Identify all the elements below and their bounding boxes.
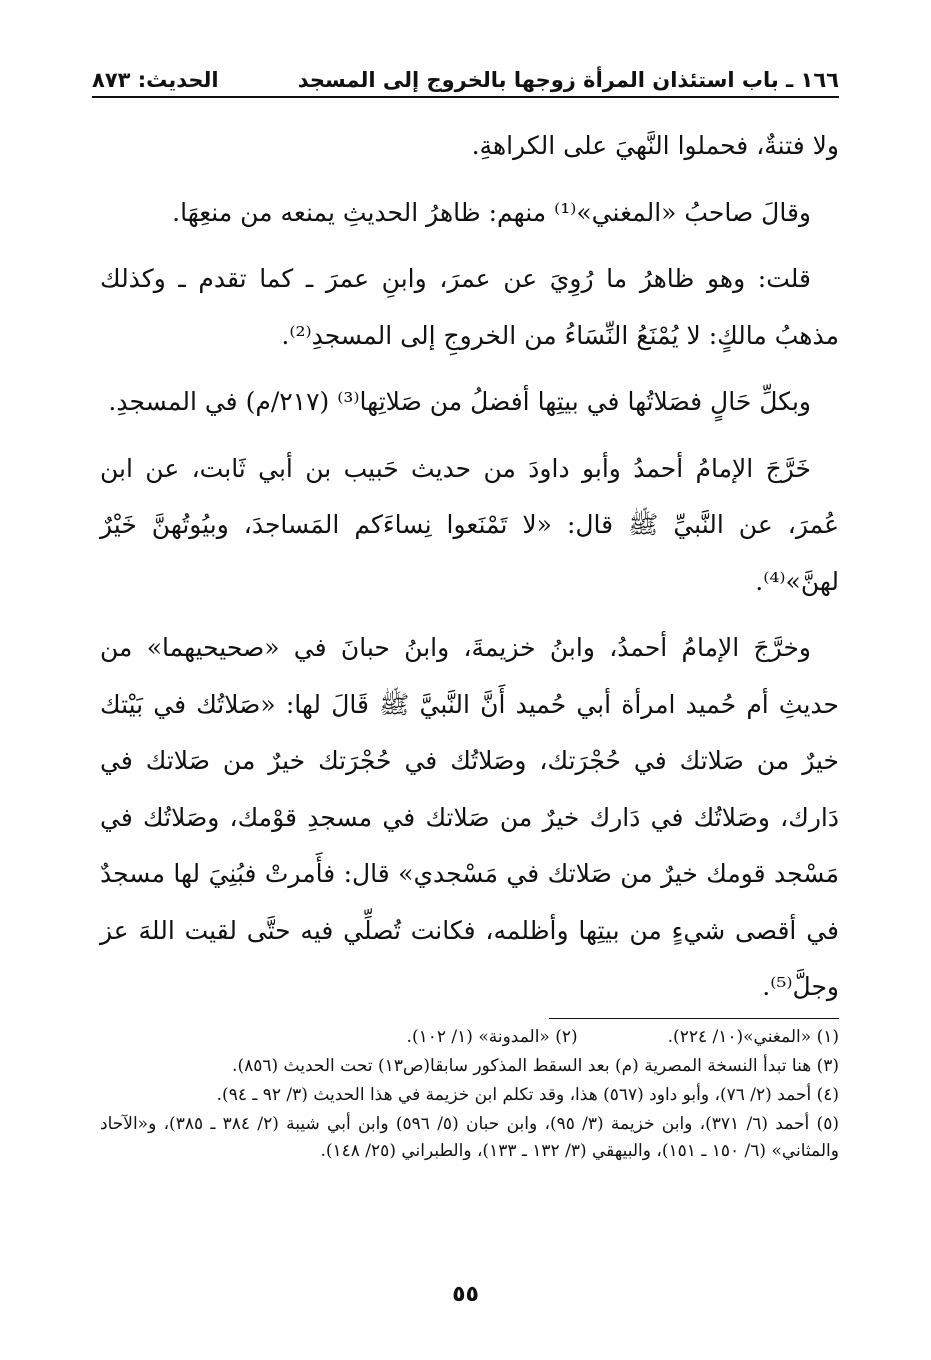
footnote-row-1	[100, 1024, 839, 1053]
paragraph-4: وبكلِّ حَالٍ فصَلاتُها في بيتِها أفضلُ من صَلاتِها⁽³⁾ (٢١٧/م) في المسجدِ.	[108, 387, 811, 416]
paragraph-3: قلت: وهو ظاهرُ ما رُوِيَ عن عمرَ، وابنِ عمرَ ـ كما تقدم ـ وكذلك مذهبُ مالكٍ: لا يُمْنَعُ النِّسَاءُ من الخروجِ إلى المسجدِ⁽²⁾.	[100, 264, 839, 350]
paragraph-6: وخرَّجَ الإمامُ أحمدُ، وابنُ خزيمةَ، وابنُ حبانَ في «صحيحيهما» من حديثِ أم حُميد امرأة أبي حُميد أَنَّ النَّبيَّ ﷺ قَالَ لها: «صَلاتُك في بَيْتك خيرٌ من صَلاتك في حُجْرَتك، وصَلاتُك في حُجْرَتك خيرٌ من صَلاتك في دَارك، وصَلاتُك في دَارك خيرٌ من صَلاتك في مسجدِ قوْمك، وصَلاتُك في مَسْجد قومك خيرٌ من صَلاتك في مَسْجدي» قال: فأَمرتْ فبُنِيَ لها مسجدٌ في أقصى شيءٍ من بيتِها وأظلمه، فكانت تُصلِّي فيه حتَّى لقيت اللهَ عز وجلَّ⁽⁵⁾.	[100, 633, 839, 1001]
footnote-5: (٥) أحمد (٦/ ٣٧١)، وابن خزيمة (٣/ ٩٥)، وابن حبان (٥/ ٥٩٦) وابن أبي شيبة (٢/ ٣٨٤ ـ ٣٨٥)، و«الآحاد والمثاني» (٦/ ١٥٠ ـ ١٥١)، والبيهقي (٣/ ١٣٢ ـ ١٣٣)، والطبراني (٢٥/ ١٤٨).	[100, 1114, 839, 1161]
footnote-1: (١) «المغني»(١٠/ ٢٢٤).	[667, 1027, 839, 1047]
main-text	[100, 118, 839, 1026]
hadith-number: الحديث: ٨٧٣	[92, 68, 219, 92]
page-number: ٥٥	[452, 1282, 479, 1307]
footnote-2: (٢) «المدونة» (١/ ١٠٢).	[406, 1027, 578, 1047]
footnotes	[100, 1024, 839, 1167]
footnote-3: (٣) هنا تبدأ النسخة المصرية (م) بعد السقط المذكور سابقا(ص١٣) تحت الحديث (٨٥٦).	[232, 1056, 839, 1076]
footnote-divider	[549, 1018, 839, 1019]
chapter-title: ١٦٦ ـ باب استئذان المرأة زوجها بالخروج إلى المسجد	[297, 68, 839, 92]
footnote-4: (٤) أحمد (٢/ ٧٦)، وأبو داود (٥٦٧) هذا، وقد تكلم ابن خزيمة في هذا الحديث (٣/ ٩٢ ـ ٩٤).	[216, 1085, 839, 1105]
paragraph-2: وقالَ صاحبُ «المغني»⁽¹⁾ منهم: ظاهرُ الحديثِ يمنعه من منعِهَا.	[172, 197, 811, 227]
running-header	[92, 58, 839, 98]
paragraph-1: ولا فتنةٌ، فحملوا النَّهيَ على الكراهةِ.	[471, 131, 839, 160]
paragraph-5: خَرَّجَ الإمامُ أحمدُ وأبو داودَ من حديث حَبيب بن أبي ثَابت، عن ابن عُمرَ، عن النَّبيِّ ﷺ قال: «لا تَمْنَعوا نِساءَكم المَساجدَ، وبيُوتُهنَّ خَيْرٌ لهنَّ»⁽⁴⁾.	[100, 453, 839, 596]
